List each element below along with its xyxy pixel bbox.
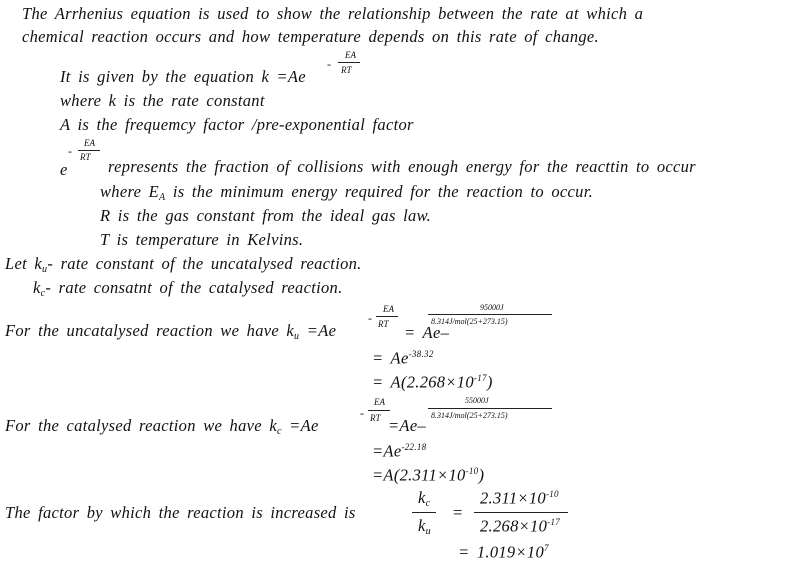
ku-definition: Let $k_u-$ rate constant of the uncatalysed reaction. bbox=[5, 254, 362, 275]
catalysed-label: For the catalysed reaction we have $k_c =Ae$ bbox=[5, 416, 319, 437]
catalysed-line-3: $=A(2.311\times 10^{-10})$ bbox=[372, 465, 485, 485]
fraction-exponent-denominator: RT bbox=[80, 152, 91, 162]
where-a-line: A is the frequemcy factor /pre-exponential factor bbox=[60, 115, 414, 134]
exponent-minus: - bbox=[327, 57, 331, 71]
catalysed-line-2: $=Ae^{-22.18}$ bbox=[372, 441, 427, 461]
catalysed-exp-numerator: EA bbox=[374, 397, 385, 407]
factor-label: The factor by which the reaction is increased is bbox=[5, 503, 356, 522]
factor-ku: $k_u$ bbox=[418, 516, 431, 537]
t-definition: T is temperature in Kelvins. bbox=[100, 230, 304, 249]
factor-k-bar bbox=[412, 512, 436, 513]
factor-kc: $k_c$ bbox=[418, 488, 431, 509]
catalysed-exp-bar bbox=[368, 410, 390, 411]
catalysed-eq2: =Ae– bbox=[388, 416, 426, 435]
uncatalysed-exp-bar bbox=[376, 316, 398, 317]
catalysed-sub-numerator: 55000J bbox=[465, 396, 489, 405]
exponent-fraction-bar bbox=[338, 62, 360, 63]
intro-line-1: The Arrhenius equation is used to show the relationship between the rate at which a bbox=[22, 4, 644, 23]
fraction-text: represents the fraction of collisions with enough energy for the reacttin to occur bbox=[108, 157, 696, 176]
uncatalysed-exp-denominator: RT bbox=[378, 319, 389, 329]
uncatalysed-exp-numerator: EA bbox=[383, 304, 394, 314]
catalysed-exp-minus: - bbox=[360, 406, 364, 420]
uncatalysed-sub-denominator: 8.314J/mol(25+273.15) bbox=[431, 317, 508, 326]
factor-value-bar bbox=[474, 512, 568, 513]
r-definition: R is the gas constant from the ideal gas law. bbox=[100, 206, 432, 225]
uncatalysed-sub-bar bbox=[428, 314, 552, 315]
uncatalysed-eq2: = Ae– bbox=[404, 323, 450, 342]
uncatalysed-sub-numerator: 95000J bbox=[480, 303, 504, 312]
fraction-exponent-bar bbox=[78, 150, 100, 151]
uncatalysed-label: For the uncatalysed reaction we have $k_u =Ae$ bbox=[5, 321, 337, 342]
factor-denominator: $2.268\times 10^{-17}$ bbox=[480, 516, 561, 536]
fraction-e: e bbox=[60, 160, 68, 179]
uncatalysed-exp-minus: - bbox=[368, 311, 372, 325]
equation-given-text: It is given by the equation k =Ae bbox=[60, 67, 306, 86]
where-ea-line: where $E_A$ is the minimum energy required for the reaction to occur. bbox=[100, 182, 594, 203]
where-k-line: where k is the rate constant bbox=[60, 91, 265, 110]
factor-result: = $1.019\times 10^7$ bbox=[458, 542, 549, 562]
factor-numerator: $2.311\times 10^{-10}$ bbox=[480, 488, 559, 508]
uncatalysed-line-3: = $A(2.268\times 10^{-17})$ bbox=[372, 372, 493, 392]
uncatalysed-line-2: = $Ae^{-38.32}$ bbox=[372, 348, 434, 368]
factor-equals: = bbox=[452, 503, 464, 522]
fraction-exponent-minus: - bbox=[68, 144, 72, 158]
kc-definition: $k_c-$ rate consatnt of the catalysed reaction. bbox=[33, 278, 343, 299]
catalysed-sub-denominator: 8.314J/mol(25+273.15) bbox=[431, 411, 508, 420]
exponent-denominator: RT bbox=[341, 65, 352, 75]
catalysed-sub-bar bbox=[428, 408, 552, 409]
catalysed-exp-denominator: RT bbox=[370, 413, 381, 423]
exponent-numerator: EA bbox=[345, 50, 356, 60]
fraction-exponent-numerator: EA bbox=[84, 138, 95, 148]
intro-line-2: chemical reaction occurs and how temperature depends on this rate of change. bbox=[22, 27, 599, 46]
